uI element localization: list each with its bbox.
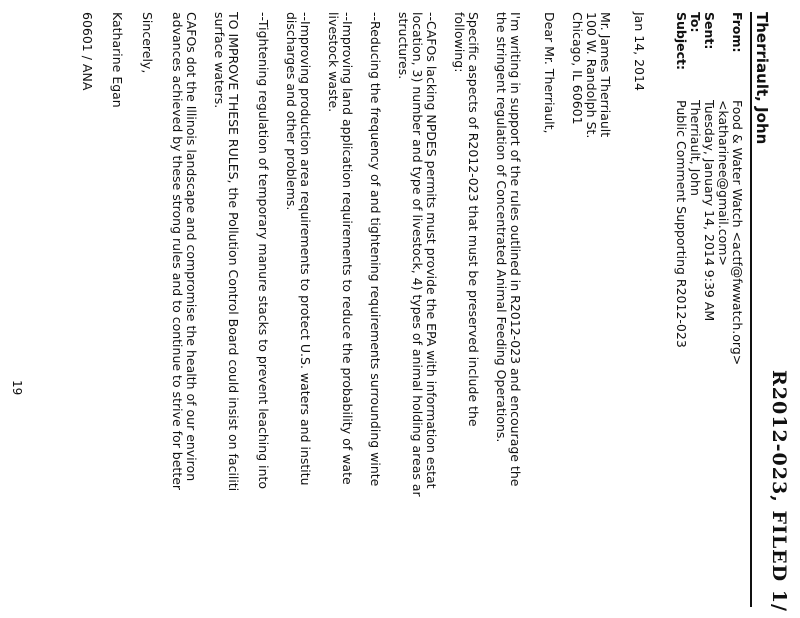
intro-line-1: I'm writing in support of the rules outlined in R2012-023 and encourage the	[508, 12, 523, 487]
address-line-1: Mr. James Therriault	[598, 12, 613, 138]
header-value-to: Therriault, John	[688, 100, 703, 196]
bullet-production-area-line-2: discharges and other problems.	[284, 12, 299, 211]
aspects-line-2: following:	[452, 12, 467, 73]
bullet-land-application-line-2: livestock waste.	[326, 12, 341, 113]
bullet-production-area-line-1: --Improving production area requirements to protect U.S. waters and institu	[298, 12, 313, 486]
header-label-subject: Subject:	[674, 12, 689, 70]
bullet-npdes-line-3: structures.	[396, 12, 411, 80]
bullet-npdes-line-2: location, 3) number and type of livestock, 4) types of animal holding areas ar	[410, 12, 425, 497]
intro-line-2: the stringent regulation of Concentrated Animal Feeding Operations.	[494, 12, 509, 443]
signer-name: Katharine Egan	[110, 12, 125, 108]
letter-date: Jan 14, 2014	[632, 12, 647, 91]
header-value-sent: Tuesday, January 14, 2014 9:39 AM	[702, 100, 717, 322]
bullet-npdes-line-1: --CAFOs lacking NPDES permits must provide the EPA with information estat	[424, 12, 439, 489]
header-value-from-1: Food & Water Watch <actf@fwwatch.org>	[730, 100, 745, 366]
page-number: 19	[10, 380, 24, 396]
header-label-from: From:	[730, 12, 745, 53]
salutation: Dear Mr. Therriault,	[542, 12, 557, 134]
header-label-sent: Sent:	[702, 12, 717, 50]
header-value-subject: Public Comment Supporting R2012-023	[674, 100, 689, 348]
sender-name: Therriault, John	[753, 12, 771, 145]
header-value-from-2: <katharinee@gmail.com>	[716, 100, 731, 266]
signer-zip: 60601 / ANA	[80, 12, 95, 91]
address-line-3: Chicago, IL 60601	[570, 12, 585, 125]
filing-stamp: R2012-023, FILED 1/	[768, 370, 790, 612]
sender-name-header	[750, 12, 772, 607]
closing-improve-line: TO IMPROVE THESE RULES, the Pollution Control Board could insist on faciliti	[226, 12, 241, 492]
bullet-land-application-line-1: --Improving land application requirements to reduce the probability of wate	[340, 12, 355, 485]
closing-surface-waters: surface waters.	[212, 12, 227, 109]
closing-cafos-line-1: CAFOs dot the Illinois landscape and compromise the health of our environ	[184, 12, 199, 482]
signoff: Sincerely,	[140, 12, 155, 74]
closing-cafos-line-2: advances achieved by these strong rules and to continue to strive for better	[170, 12, 185, 491]
header-label-to: To:	[688, 12, 703, 33]
bullet-manure-stacks: --Tightening regulation of temporary manure stacks to prevent leaching into	[256, 12, 271, 490]
bullet-winter-application: --Reducing the frequency of and tightening requirements surrounding winte	[368, 12, 383, 487]
aspects-line-1: Specific aspects of R2012-023 that must be preserved include the	[466, 12, 481, 427]
address-line-2: 100 W. Randolph St.	[584, 12, 599, 139]
